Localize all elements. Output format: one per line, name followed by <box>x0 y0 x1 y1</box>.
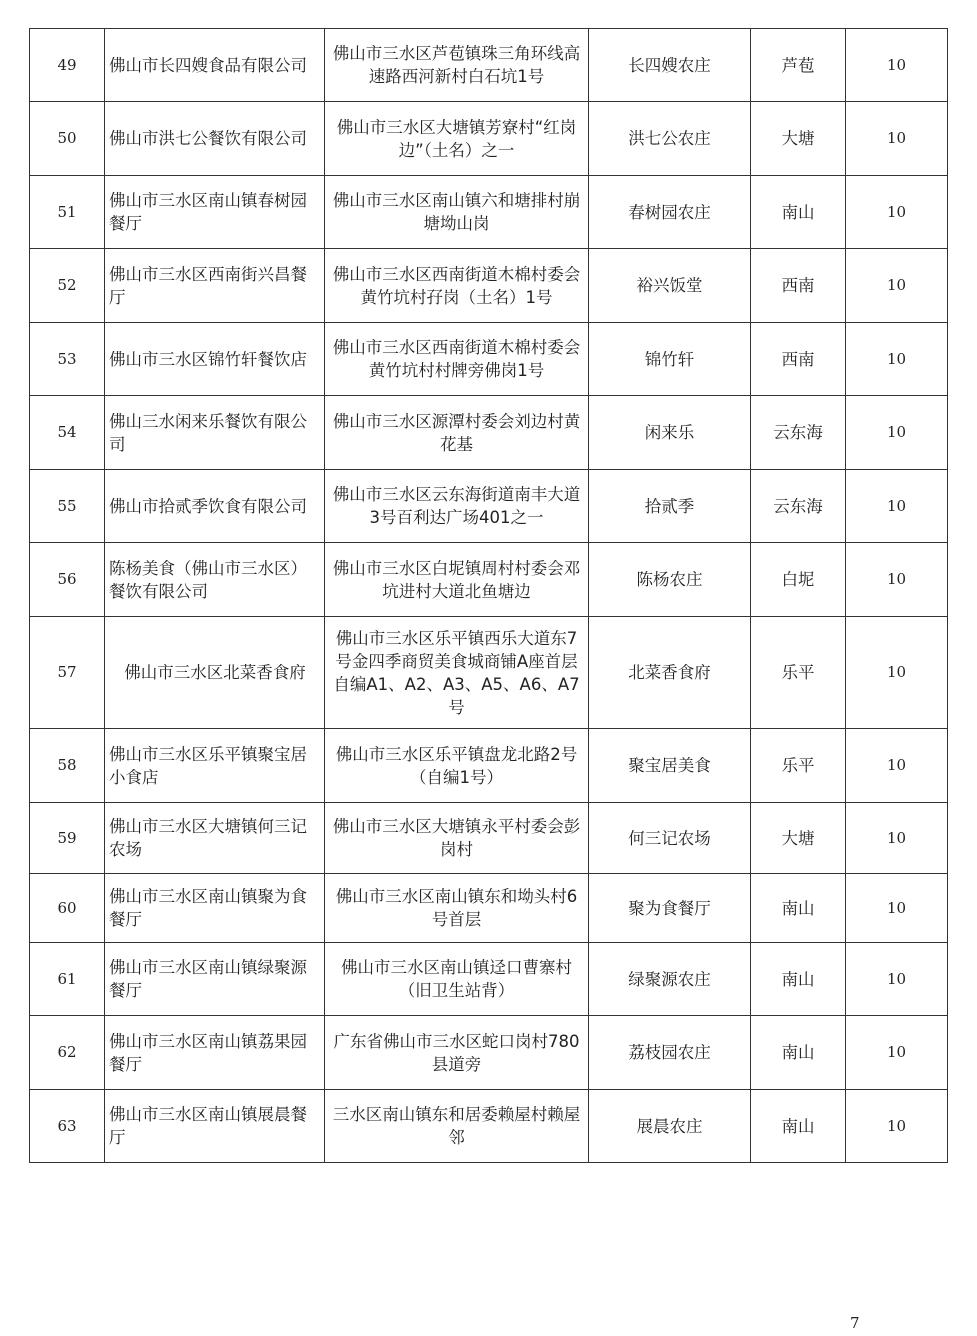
company-name: 佛山市三水区北菜香食府 <box>105 617 325 729</box>
company-name: 佛山市三水区锦竹轩餐饮店 <box>105 323 325 396</box>
brand-name: 拾贰季 <box>589 470 751 543</box>
town: 大塘 <box>751 102 846 176</box>
town: 南山 <box>751 943 846 1016</box>
address: 佛山市三水区白坭镇周村村委会邓坑进村大道北鱼塘边 <box>325 543 589 617</box>
table-row <box>30 543 948 617</box>
table-row <box>30 249 948 323</box>
row-number: 56 <box>30 543 105 617</box>
town: 乐平 <box>751 617 846 729</box>
town: 芦苞 <box>751 29 846 102</box>
row-number: 60 <box>30 874 105 943</box>
company-name: 佛山市长四嫂食品有限公司 <box>105 29 325 102</box>
row-number: 58 <box>30 729 105 803</box>
table-row <box>30 729 948 803</box>
address: 佛山市三水区源潭村委会刘边村黄花基 <box>325 396 589 470</box>
row-number: 53 <box>30 323 105 396</box>
brand-name: 聚宝居美食 <box>589 729 751 803</box>
town: 云东海 <box>751 396 846 470</box>
table-row <box>30 1090 948 1163</box>
address: 佛山市三水区南山镇东和坳头村6号首层 <box>325 874 589 943</box>
town: 大塘 <box>751 803 846 874</box>
brand-name: 春树园农庄 <box>589 176 751 249</box>
row-number: 61 <box>30 943 105 1016</box>
restaurant-list-table <box>29 28 948 1163</box>
town: 西南 <box>751 249 846 323</box>
brand-name: 闲来乐 <box>589 396 751 470</box>
brand-name: 洪七公农庄 <box>589 102 751 176</box>
score: 10 <box>846 617 948 729</box>
brand-name: 何三记农场 <box>589 803 751 874</box>
company-name: 佛山市三水区南山镇荔果园餐厅 <box>105 1016 325 1090</box>
address: 佛山市三水区云东海街道南丰大道3号百利达广场401之一 <box>325 470 589 543</box>
brand-name: 陈杨农庄 <box>589 543 751 617</box>
address: 佛山市三水区南山镇迳口曹寨村（旧卫生站背） <box>325 943 589 1016</box>
row-number: 63 <box>30 1090 105 1163</box>
company-name: 佛山市三水区西南街兴昌餐厅 <box>105 249 325 323</box>
brand-name: 聚为食餐厅 <box>589 874 751 943</box>
score: 10 <box>846 1016 948 1090</box>
brand-name: 长四嫂农庄 <box>589 29 751 102</box>
row-number: 62 <box>30 1016 105 1090</box>
score: 10 <box>846 323 948 396</box>
company-name: 佛山三水闲来乐餐饮有限公司 <box>105 396 325 470</box>
address: 佛山市三水区西南街道木棉村委会黄竹坑村村牌旁佛岗1号 <box>325 323 589 396</box>
address: 三水区南山镇东和居委赖屋村赖屋邻 <box>325 1090 589 1163</box>
brand-name: 荔枝园农庄 <box>589 1016 751 1090</box>
score: 10 <box>846 396 948 470</box>
score: 10 <box>846 874 948 943</box>
company-name: 佛山市三水区南山镇春树园餐厅 <box>105 176 325 249</box>
row-number: 55 <box>30 470 105 543</box>
row-number: 50 <box>30 102 105 176</box>
town: 南山 <box>751 1090 846 1163</box>
table-row <box>30 874 948 943</box>
town: 南山 <box>751 874 846 943</box>
company-name: 佛山市三水区南山镇展晨餐厅 <box>105 1090 325 1163</box>
address: 广东省佛山市三水区蛇口岗村780县道旁 <box>325 1016 589 1090</box>
company-name: 陈杨美食（佛山市三水区）餐饮有限公司 <box>105 543 325 617</box>
score: 10 <box>846 470 948 543</box>
address: 佛山市三水区乐平镇西乐大道东7号金四季商贸美食城商铺A座首层自编A1、A2、A3、A5、A6、A7号 <box>325 617 589 729</box>
company-name: 佛山市三水区乐平镇聚宝居小食店 <box>105 729 325 803</box>
brand-name: 裕兴饭堂 <box>589 249 751 323</box>
score: 10 <box>846 102 948 176</box>
town: 白坭 <box>751 543 846 617</box>
table-row <box>30 1016 948 1090</box>
address: 佛山市三水区乐平镇盘龙北路2号（自编1号） <box>325 729 589 803</box>
table-row <box>30 943 948 1016</box>
table-row <box>30 617 948 729</box>
row-number: 57 <box>30 617 105 729</box>
address: 佛山市三水区大塘镇永平村委会彭岗村 <box>325 803 589 874</box>
score: 10 <box>846 729 948 803</box>
table-row <box>30 29 948 102</box>
town: 西南 <box>751 323 846 396</box>
address: 佛山市三水区南山镇六和塘排村崩塘坳山岗 <box>325 176 589 249</box>
company-name: 佛山市三水区大塘镇何三记农场 <box>105 803 325 874</box>
company-name: 佛山市拾贰季饮食有限公司 <box>105 470 325 543</box>
table-row <box>30 176 948 249</box>
address: 佛山市三水区大塘镇芳寮村“红岗边”（土名）之一 <box>325 102 589 176</box>
brand-name: 锦竹轩 <box>589 323 751 396</box>
table-row <box>30 396 948 470</box>
score: 10 <box>846 1090 948 1163</box>
score: 10 <box>846 803 948 874</box>
company-name: 佛山市洪七公餐饮有限公司 <box>105 102 325 176</box>
company-name: 佛山市三水区南山镇绿聚源餐厅 <box>105 943 325 1016</box>
row-number: 49 <box>30 29 105 102</box>
row-number: 54 <box>30 396 105 470</box>
town: 乐平 <box>751 729 846 803</box>
score: 10 <box>846 249 948 323</box>
table-body <box>30 29 948 1163</box>
town: 南山 <box>751 176 846 249</box>
table-row <box>30 323 948 396</box>
page-number: 7 <box>850 1314 860 1332</box>
brand-name: 北菜香食府 <box>589 617 751 729</box>
table-row <box>30 102 948 176</box>
score: 10 <box>846 543 948 617</box>
score: 10 <box>846 29 948 102</box>
score: 10 <box>846 943 948 1016</box>
score: 10 <box>846 176 948 249</box>
table-row <box>30 470 948 543</box>
address: 佛山市三水区芦苞镇珠三角环线高速路西河新村白石坑1号 <box>325 29 589 102</box>
town: 云东海 <box>751 470 846 543</box>
table-row <box>30 803 948 874</box>
town: 南山 <box>751 1016 846 1090</box>
address: 佛山市三水区西南街道木棉村委会黄竹坑村孖岗（土名）1号 <box>325 249 589 323</box>
row-number: 59 <box>30 803 105 874</box>
company-name: 佛山市三水区南山镇聚为食餐厅 <box>105 874 325 943</box>
row-number: 52 <box>30 249 105 323</box>
row-number: 51 <box>30 176 105 249</box>
brand-name: 绿聚源农庄 <box>589 943 751 1016</box>
brand-name: 展晨农庄 <box>589 1090 751 1163</box>
